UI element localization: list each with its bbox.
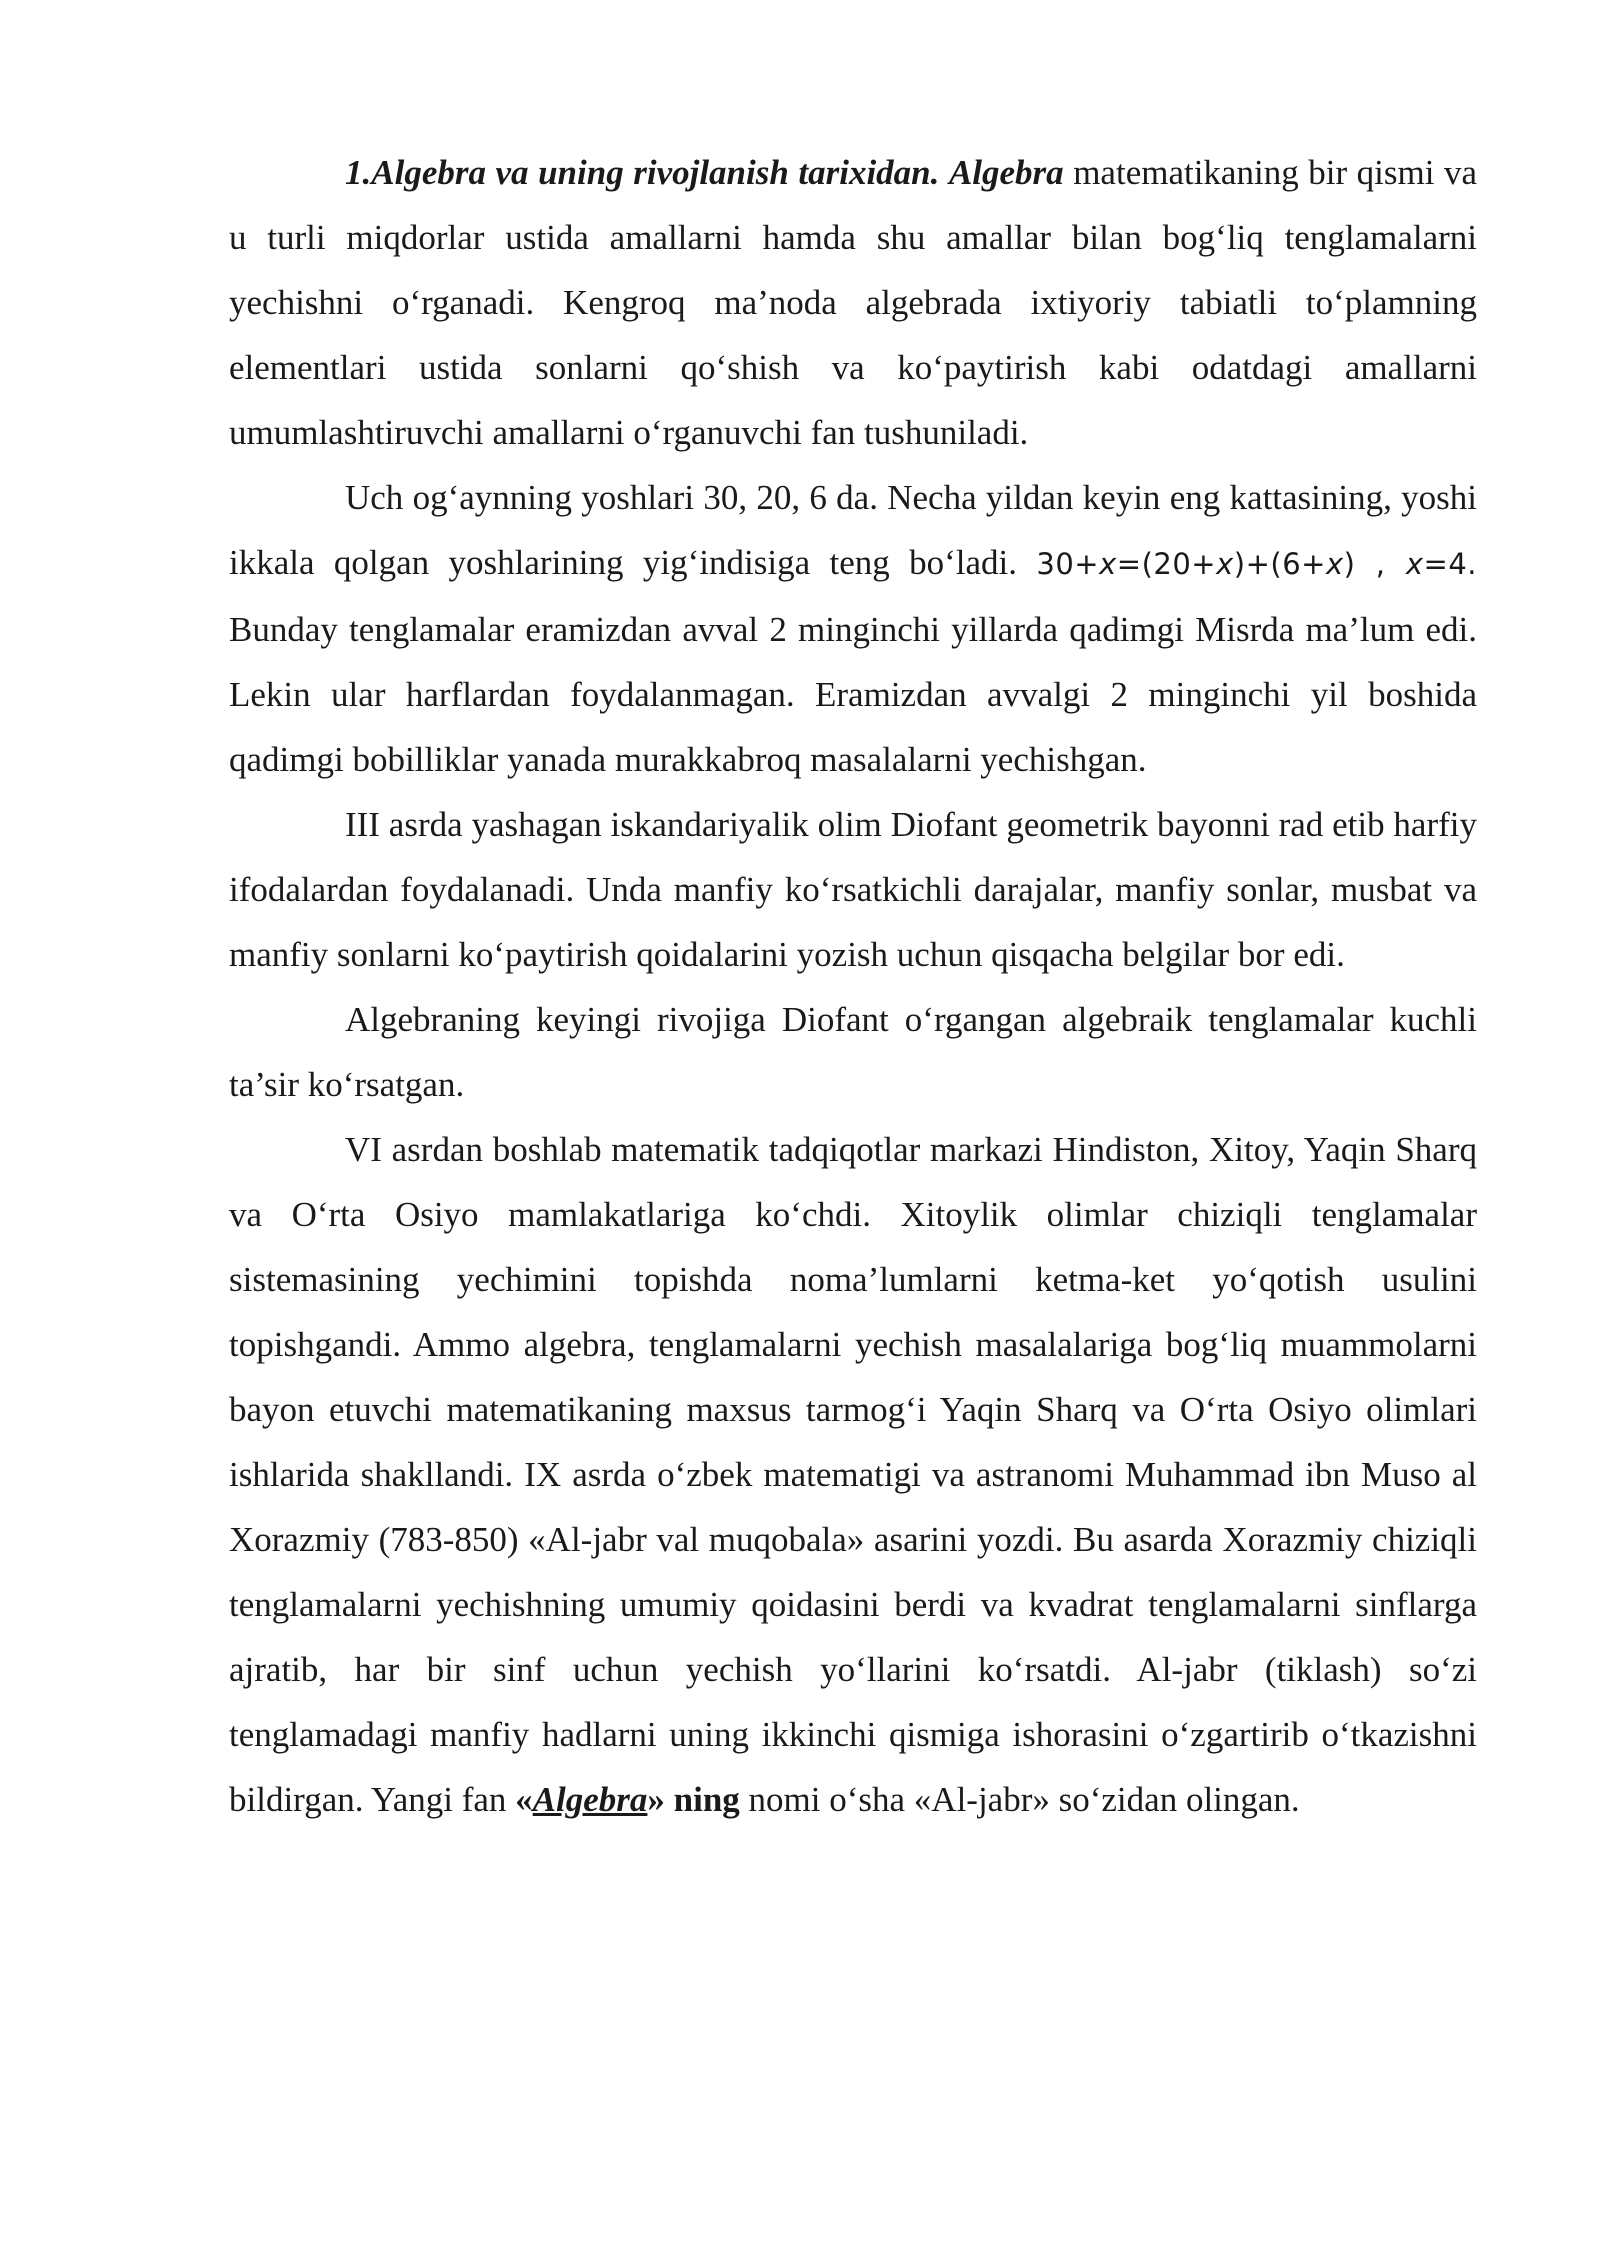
paragraph-brothers-problem [229,465,1477,792]
formula-variable: x [1216,547,1234,581]
formula-part: )+(6+ [1233,547,1326,581]
quote-close-ning: » ning [647,1780,740,1819]
history-text: VI asrdan boshlab matematik tadqiqotlar markazi Hindiston, Xitoy, Yaqin Sharq va O‘rta Osiyo mamlakatlariga ko‘chdi. Xitoylik olimlar chiziqli tenglamalar sistemasining yechimini topishda noma’lumlarni ketma-ket yo‘qotish usulini topishgandi. Ammo algebra, tenglamalarni yechish masalalariga bog‘liq muammolarni bayon etuvchi matematikaning maxsus tarmog‘i Yaqin Sharq va O‘rta Osiyo olimlari ishlarida shakllandi. IX asrda o‘zbek matematigi va astranomi Muhammad ibn Muso al Xorazmiy (783-850) «Al-jabr val muqobala» asarini yozdi. Bu asarda Xorazmiy chiziqli tenglamalarni yechishning umumiy qoidasini berdi va kvadrat tenglamalarni sinflarga ajratib, har bir sinf uchun yechish yo‘llarini ko‘rsatdi. Al-jabr (tiklash) so‘zi tenglamadagi manfiy hadlarni uning ikkinchi qismiga ishorasini o‘zgartirib o‘tkazishni bildirgan. Yangi fan [229,1130,1477,1819]
paragraph-xorazmiy [229,1117,1477,1832]
section-heading: 1.Algebra va uning rivojlanish tarixidan. [345,153,940,192]
equation-formula [1036,547,1477,581]
egypt-babylon-text: Bunday tenglamalar eramizdan avval 2 minginchi yillarda qadimgi Misrda ma’lum edi. Lekin ular harflardan foydalanmagan. Eramizdan avvalgi 2 minginchi yil boshida qadimgi bobilliklar yanada murakkabroq masalalarni yechishgan. [229,610,1477,779]
term-algebra: Algebra [948,153,1064,192]
formula-variable: x [1325,547,1344,581]
term-algebra-underlined [533,1780,648,1819]
problem-text: Uch og‘aynning yoshlari 30, 20, 6 da. Necha yildan keyin eng kattasining, yoshi ikkala qolgan yoshlarining yig‘indisiga teng bo‘ladi. [229,478,1477,582]
paragraph-diofant-influence: Algebraning keyingi rivojiga Diofant o‘rgangan algebraik tenglamalar kuchli ta’sir ko‘rsatgan. [229,1000,1477,1104]
formula-part: =4. [1423,547,1478,581]
quote-open: « [515,1780,533,1819]
formula-part: 30+ [1036,547,1100,581]
document-body [229,140,1477,1832]
paragraph-diofant: III asrda yashagan iskandariyalik olim Diofant geometrik bayonni rad etib harfiy ifodalardan foydalanadi. Unda manfiy ko‘rsatkichli darajalar, manfiy sonlar, musbat va manfiy sonlarni ko‘paytirish qoidalarini yozish uchun qisqacha belgilar bor edi. [229,805,1477,974]
ending-text: nomi o‘sha «Al-jabr» so‘zidan olingan. [739,1780,1300,1819]
paragraph-intro [229,140,1477,465]
formula-variable: x [1405,547,1424,581]
formula-part: ) , [1343,547,1406,581]
intro-text: matematikaning bir qismi va u turli miqdorlar ustida amallarni hamda shu amallar bilan bog‘liq tenglamalarni yechishni o‘rganadi. Kengroq ma’noda algebrada ixtiyoriy tabiatli to‘plamning elementlari ustida sonlarni qo‘shish va ko‘paytirish kabi odatdagi amallarni umumlashtiruvchi amallarni o‘rganuvchi fan tushuniladi. [229,153,1478,452]
formula-variable: x [1099,547,1117,581]
term-algebra-italic: Algebra [532,1780,648,1819]
formula-part: =(20+ [1116,547,1217,581]
